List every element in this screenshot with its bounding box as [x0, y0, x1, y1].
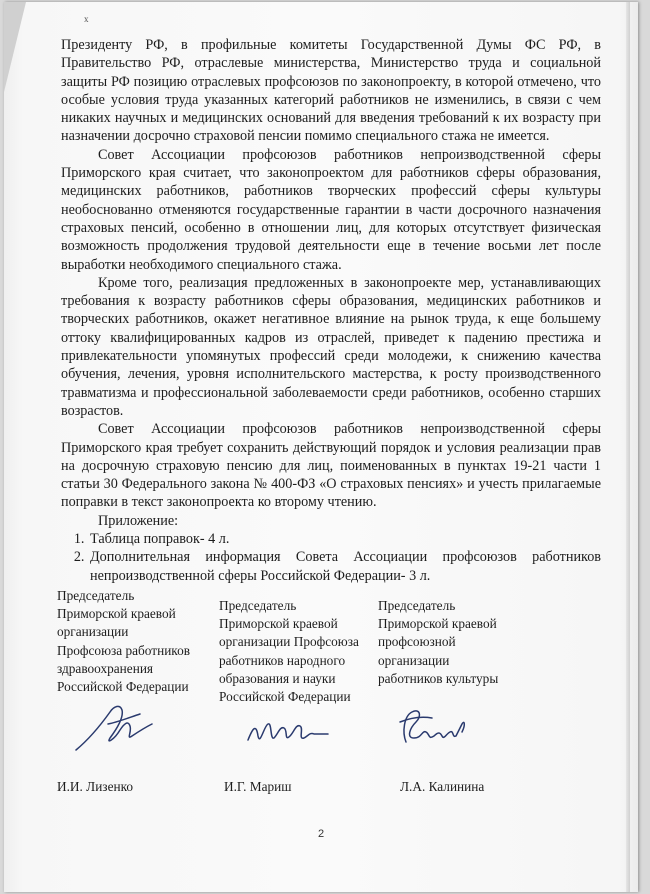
paragraph-4: Совет Ассоциации профсоюзов работников непроизводственной сферы Приморского края требует сохранить действующий порядок и условия реализации прав на досрочную страховую пенсию для лиц, поименованных в пунктах 19-21 части 1 статьи 30 Федерального закона № 400-ФЗ «О страховых пенсиях» и учесть прилагаемые поправки в текст законопроекта ко второму чтению.	[61, 421, 601, 511]
appendix-list	[61, 530, 601, 585]
paragraph-3: Кроме того, реализация предложенных в законопроекте мер, устанавливающих требования к возрасту работников сферы образования, медицинских работников и творческих работников, окажет негативное влияние на рынок труда, к еще большему оттоку квалифицированных кадров из отраслей, приведет к падению престижа и привлекательности упомянутых профессий среди молодежи, к снижению качества обучения, лечения, уровня исполнительского мастерства, к росту производственного травматизма и профессиональной заболеваемости среди работников, особенно старших возрастов.	[61, 274, 601, 419]
signatory-2-name: И.Г. Мариш	[224, 779, 292, 794]
paper-edge	[626, 2, 630, 892]
paragraph-1: Президенту РФ, в профильные комитеты Государственной Думы ФС РФ, в Правительство РФ, отраслевые министерства, Министерство труда и социальной защиты РФ позицию отраслевых профсоюзов по законопроекту, в которой отмечено, что особые условия труда указанных категорий работников не изменились, в связи с чем никаких научных и медицинских оснований для введения требований к их возрасту при назначении досрочно страховой пенсии помимо специального стажа не имеется.	[61, 37, 601, 145]
paragraph-2: Совет Ассоциации профсоюзов работников непроизводственной сферы Приморского края считает, что законопроектом для работников сферы образования, медицинских работников, работников творческих профессий сферы культуры необоснованно отменяются государственные гарантии в части досрочного назначения страховых пенсий, особенно в отношении лиц, для которых отсутствует физическая возможность продолжения трудовой деятельности еще в течение восьми лет после выработки необходимого специального стажа.	[61, 146, 601, 273]
signatory-2-title: Председатель Приморской краевой организации Профсоюза работников народного образования и науки Российской Федерации	[219, 598, 359, 705]
signatory-3-title: Председатель Приморской краевой профсоюзной организации работников культуры	[378, 598, 499, 686]
signatory-3-name: Л.А. Калинина	[400, 779, 485, 794]
appendix-item: 1. Таблица поправок- 4 л.	[88, 530, 601, 548]
page-number: 2	[318, 828, 325, 840]
signature-3	[392, 702, 472, 754]
signature-1	[70, 700, 160, 760]
appendix-title: Приложение:	[98, 512, 179, 529]
corner-mark: x	[84, 14, 89, 24]
signature-2	[244, 712, 334, 752]
letter-body	[61, 36, 601, 585]
signatory-1-name: И.И. Лизенко	[57, 779, 134, 794]
folded-corner	[4, 2, 26, 92]
signatory-1-title: Председатель Приморской краевой организации Профсоюза работников здравоохранения Российской Федерации	[57, 588, 191, 695]
appendix-item: 2. Дополнительная информация Совета Ассоциации профсоюзов работников непроизводственной сферы Российской Федерации- 3 л.	[88, 548, 601, 585]
